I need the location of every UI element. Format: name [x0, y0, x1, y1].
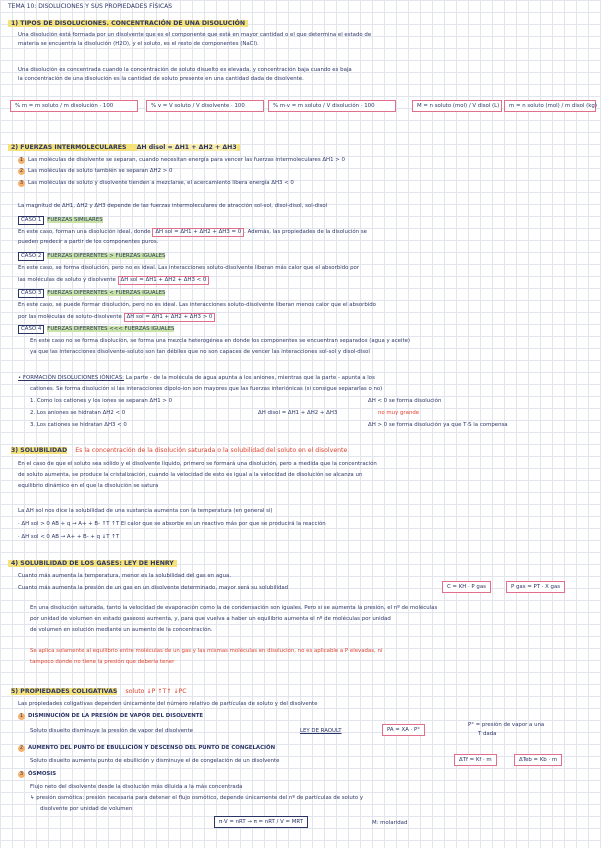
- s5-i3b-text: presión osmótica: presión necesaria para detener el flujo osmótico, depende únicamente del nº de partículas de soluto y: [36, 795, 364, 801]
- case-4-line-a: En este caso no se forma disolución, se forma una mezcla heterogénea en donde los componentes se encuentran separados (agua y aceite): [30, 338, 411, 344]
- s4-p3a: En una disolución saturada, tanto la velocidad de evaporación como la de condensación son iguales. Pero si se aumenta la presión, el nº de moléculas: [30, 605, 438, 611]
- s2-bullet-2: [18, 168, 172, 175]
- arrow-right-icon: ↳: [30, 795, 37, 801]
- case-2-tag: CASO 2: [18, 252, 44, 261]
- formula-molality: m = n soluto (mol) / m disol (kg): [504, 100, 596, 112]
- partial-pressure-formula: P gas = PT · X gas: [506, 581, 565, 593]
- s4-p3b: por unidad de volumen en estado gaseoso aumenta, y, para que vuelva a haber un equilibrio aumenta el nº de moléculas por unidad: [30, 616, 391, 622]
- ionic-step-3: 3. Los cationes se hidratan ΔH3 < 0: [30, 422, 127, 428]
- case-2-equation: ΔH sol = ΔH1 + ΔH2 + ΔH3 < 0: [118, 276, 210, 285]
- s5-i1a-text: Soluto disuelto disminuye la presión de vapor del disolvente: [30, 728, 193, 734]
- formula-percent-volume: % v = V soluto / V disolvente · 100: [146, 100, 264, 112]
- s5-item-1-desc: [30, 728, 193, 735]
- item-2-icon: 2: [19, 745, 24, 751]
- molarity-label: M: molaridad: [372, 820, 408, 826]
- case-1-header: [18, 216, 103, 225]
- raoult-side-note-1: P° = presión de vapor a una: [468, 722, 545, 728]
- item-3-icon: 3: [19, 771, 24, 777]
- s5-item-3-desc-a: Flujo neto del disolvente desde la disolución más diluida a la más concentrada: [30, 784, 243, 790]
- case-2-title: FUERZAS DIFERENTES > FUERZAS IGUALES: [47, 253, 166, 259]
- s1-p1a: Una disolución está formada por un disolvente que es el componente que está en mayor cantidad o el que determina el estado de: [18, 32, 372, 38]
- bullet-2-icon: 2: [19, 168, 24, 174]
- document-title: TEMA 10: DISOLUCIONES Y SUS PROPIEDADES FÍSICAS: [8, 3, 173, 10]
- s2-b3-text: Las moléculas de soluto y disolvente tienden a mezclarse, el acercamiento libera energía ΔH3 < 0: [28, 180, 294, 186]
- case-3-equation: ΔH sol = ΔH1 + ΔH2 + ΔH3 > 0: [124, 313, 216, 322]
- case-1-title: FUERZAS SIMILARES: [47, 217, 103, 223]
- s2-bullet-3: [18, 180, 294, 187]
- section-5-effects: soluto ↓P ↑T↑ ↓PC: [125, 688, 187, 695]
- s5-i1-text: DISMINUCIÓN DE LA PRESIÓN DE VAPOR DEL DISOLVENTE: [28, 713, 204, 719]
- s4-note-1: Se aplica solamente al equilibrio entre moléculas de un gas y las mismas moléculas en disolución, no es aplicable a P elevadas, ni: [30, 648, 383, 654]
- case-4-line-b: ya que las interacciones disolvente-soluto son tan débiles que no son capaces de vencer las interacciones sol-sol y disol-disol: [30, 349, 370, 355]
- ionic-step-2: 2. Los aniones se hidratan ΔH2 < 0: [30, 410, 126, 416]
- s5-item-3-desc-b: [30, 795, 363, 802]
- section-2-title: 2) FUERZAS INTERMOLECULARES: [11, 144, 127, 151]
- osmotic-pressure-formula: π·V = nRT → π = nRT / V = MRT: [214, 816, 308, 828]
- case-3-line-a: En este caso, se puede formar disolución, pero no es ideal. Las interacciones soluto-disolvente liberan menos calor que el absorbido: [18, 302, 376, 308]
- case-1-equation: ΔH sol = ΔH1 + ΔH2 + ΔH3 = 0: [152, 228, 244, 237]
- s3-p2: La ΔH sol nos dice la solubilidad de una sustancia aumenta con la temperatura (en general si): [18, 508, 273, 514]
- s2-bullet-1: [18, 157, 345, 164]
- s1-p1b: materia se encuentra la disolución (H2O), y el soluto, es el resto de componentes (NaCl).: [18, 41, 259, 47]
- formula-percent-mass: % m = m soluto / m disolución · 100: [10, 100, 138, 112]
- formula-molarity: M = n soluto (mol) / V disol (L): [412, 100, 502, 112]
- s1-p2b: la concentración de una disolución es la cantidad de soluto presente en una cantidad dada de disolvente.: [18, 76, 304, 82]
- s4-p3c: de volumen en solución mediante un aumento de la concentración.: [30, 627, 213, 633]
- case-4-header: [18, 325, 174, 334]
- s4-p2: Cuanto más aumenta la presión de un gas en un disolvente determinado, mayor será su solubilidad: [18, 585, 289, 591]
- s4-note-2: tampoco donde no tiene la presión que debería tener: [30, 659, 175, 665]
- case-2-header: [18, 252, 165, 261]
- s5-item-3: [18, 771, 56, 778]
- s3-p1b: de soluto aumenta, se produce la cristalización, cuando la velocidad de esto es igual a la velocidad de disolución se alcanza un: [18, 472, 363, 478]
- case-3-line-b: [18, 313, 215, 322]
- case-2-b-pre: las moléculas de soluto y disolvente: [18, 277, 116, 283]
- ionic-title: • FORMACIÓN DISOLUCIONES IÓNICAS:: [18, 375, 124, 381]
- item-1-icon: 1: [19, 713, 24, 719]
- bullet-1-icon: 1: [19, 157, 24, 163]
- s5-i2-text: AUMENTO DEL PUNTO DE EBULLICIÓN Y DESCENSO DEL PUNTO DE CONGELACIÓN: [28, 745, 276, 751]
- s4-p1: Cuanto más aumenta la temperatura, menor es la solubilidad del gas en agua.: [18, 573, 232, 579]
- ionic-result-note: no muy grande: [378, 410, 420, 416]
- s1-p2a: Una disolución es concentrada cuando la concentración de soluto disuelto es elevada, y concentración baja cuando es baja: [18, 67, 352, 73]
- ionic-result-negative: ΔH < 0 se forma disolución: [368, 398, 442, 404]
- case-3-header: [18, 289, 165, 298]
- ionic-line-a: [18, 375, 375, 382]
- s2-b1-text: Las moléculas de disolvente se separan, cuando necesitan energía para vencer las fuerzas intermoleculares ΔH1 > 0: [28, 157, 345, 163]
- formula-percent-mass-volume: % m·v = m soluto / V disolución · 100: [268, 100, 396, 112]
- s3-exothermic: · ΔH sol < 0 AB → A+ + B- + q ↓T ↑T: [18, 534, 120, 540]
- raoult-formula: PA = XA · P°: [382, 724, 425, 736]
- section-5-heading: [8, 688, 190, 695]
- section-5-title: 5) PROPIEDADES COLIGATIVAS: [11, 688, 118, 695]
- section-2-equation: ΔH disol = ΔH1 + ΔH2 + ΔH3: [136, 144, 237, 151]
- raoult-side-note-2: T dada: [478, 731, 497, 737]
- case-1-a-post: . Además, las propiedades de la disolución se: [244, 229, 367, 235]
- ionic-a-text: La parte - de la molécula de agua apunta a los aniones, mientras que la parte - apunta a los: [125, 375, 375, 381]
- section-3-title: 3) SOLUBILIDAD: [11, 447, 68, 454]
- section-3-heading: [8, 447, 350, 454]
- case-3-title: FUERZAS DIFERENTES < FUERZAS IGUALES: [47, 290, 166, 296]
- raoult-law-label: LEY DE RAOULT: [300, 728, 342, 734]
- boiling-point-formula: ΔTeb = Kb · m: [514, 754, 562, 766]
- s5-item-3-desc-c: disolvente por unidad de volumen: [40, 806, 133, 812]
- freezing-point-formula: ΔTf = Kf · m: [454, 754, 497, 766]
- s5-i3-text: ÓSMOSIS: [28, 771, 57, 777]
- bullet-3-icon: 3: [19, 180, 24, 186]
- s3-p1c: equilibrio dinámico en el que la disolución se satura: [18, 483, 159, 489]
- s5-item-2-desc: Soluto disuelto aumenta punto de ebullición y disminuye el de congelación de un disolvente: [30, 758, 280, 764]
- s5-item-1: [18, 713, 203, 720]
- section-4-heading: 4) SOLUBILIDAD DE LOS GASES: LEY DE HENRY: [8, 560, 177, 567]
- case-2-line-b: [18, 276, 209, 285]
- case-1-line-b: pueden predecir a partir de los componentes puros.: [18, 239, 159, 245]
- s5-item-2: [18, 745, 275, 752]
- henry-law-formula: C = KH · P gas: [442, 581, 491, 593]
- case-1-a-pre: En este caso, forman una disolución ideal, donde: [18, 229, 151, 235]
- case-2-line-a: En este caso, se forma disolución, pero no es ideal. Las interacciones soluto-disolvente liberan más calor que el absorbido por: [18, 265, 360, 271]
- s3-p1a: En el caso de que el soluto sea sólido y el disolvente líquido, primero se formará una disolución, pero a medida que la concentración: [18, 461, 377, 467]
- ionic-line-b: cationes. Se forma disolución si las interacciones dipolo-ion son mayores que las fuerzas interiónicas (si consigue separarlas o no): [30, 386, 383, 392]
- case-1-line-a: [18, 228, 367, 237]
- section-2-heading: [8, 144, 240, 151]
- s3-endothermic: · ΔH sol > 0 AB + q → A+ + B- ↑T ↑T El calor que se absorbe es un reactivo más por que se producirá la reacción: [18, 521, 326, 527]
- ionic-result-positive: ΔH > 0 se forma disolución ya que T·S la compensa: [368, 422, 508, 428]
- case-1-tag: CASO 1: [18, 216, 44, 225]
- case-4-tag: CASO 4: [18, 325, 44, 334]
- ionic-step-1: 1. Como los cationes y los iones se separan ΔH1 > 0: [30, 398, 173, 404]
- ionic-enthalpy-sum: ΔH disol = ΔH1 + ΔH2 + ΔH3: [258, 410, 338, 416]
- section-3-definition: Es la concentración de la disolución saturada o la solubilidad del soluto en el disolvente: [75, 447, 348, 454]
- s5-p1: Las propiedades coligativas dependen únicamente del número relativo de partículas de soluto y del disolvente: [18, 701, 318, 707]
- case-4-title: FUERZAS DIFERENTES <<< FUERZAS IGUALES: [47, 326, 175, 332]
- case-3-tag: CASO 3: [18, 289, 44, 298]
- case-3-b-pre: por las moléculas de soluto-disolvente: [18, 314, 122, 320]
- s2-p1: La magnitud de ΔH1, ΔH2 y ΔH3 depende de las fuerzas intermoleculares de atracción sol-sol, disol-disol, sol-disol: [18, 203, 328, 209]
- section-1-heading: 1) TIPOS DE DISOLUCIONES. CONCENTRACIÓN DE UNA DISOLUCIÓN: [8, 20, 248, 27]
- s2-b2-text: Las moléculas de soluto también se separan ΔH2 > 0: [28, 168, 173, 174]
